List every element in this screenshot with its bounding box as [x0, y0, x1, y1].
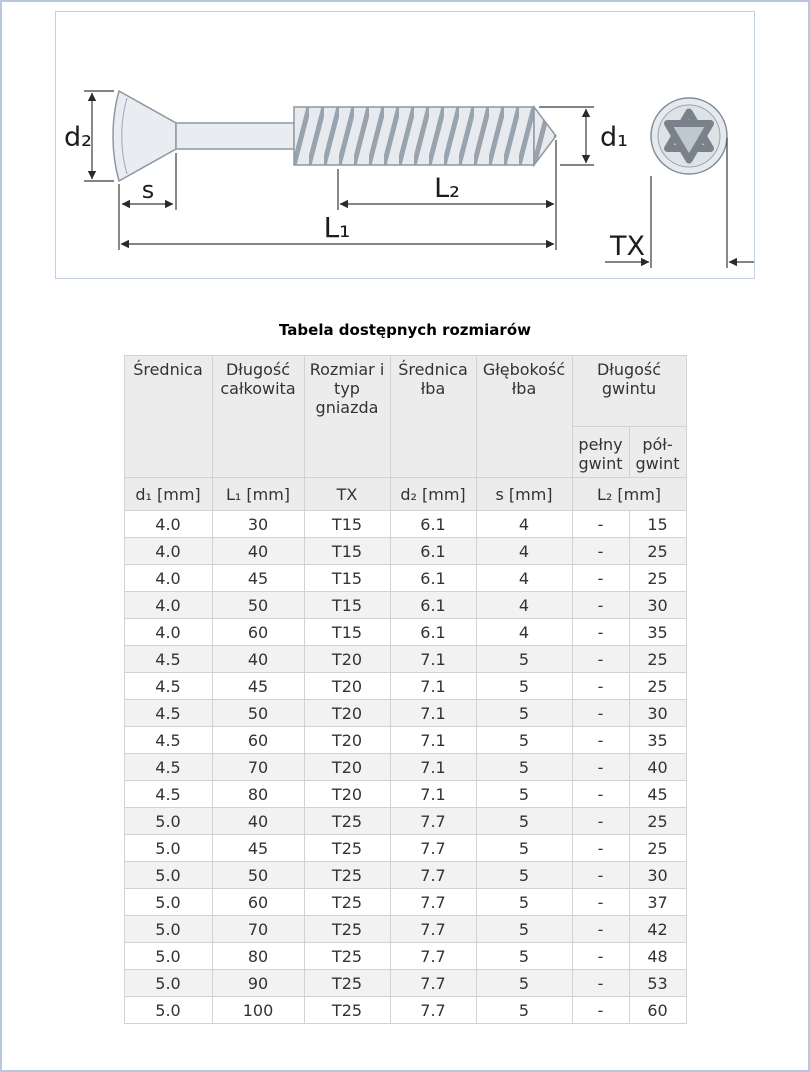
- table-cell: T25: [304, 970, 390, 997]
- table-cell: 7.7: [390, 997, 476, 1024]
- table-cell: 7.7: [390, 943, 476, 970]
- table-cell: 40: [212, 646, 304, 673]
- screw-shank: [176, 123, 294, 149]
- table-cell: T25: [304, 916, 390, 943]
- table-cell: 5: [476, 970, 572, 997]
- table-cell: 7.7: [390, 862, 476, 889]
- table-cell: 4: [476, 538, 572, 565]
- table-cell: -: [572, 592, 629, 619]
- table-cell: -: [572, 700, 629, 727]
- table-cell: -: [572, 754, 629, 781]
- screw-drawing: [56, 12, 754, 278]
- table-cell: -: [572, 997, 629, 1024]
- table-row: [124, 997, 686, 1024]
- table-cell: T15: [304, 565, 390, 592]
- screw-head: [113, 91, 176, 181]
- table-cell: T20: [304, 646, 390, 673]
- table-row: [124, 970, 686, 997]
- col-header-total-length: Długość całkowita: [212, 356, 304, 478]
- table-cell: 60: [629, 997, 686, 1024]
- table-cell: 70: [212, 916, 304, 943]
- table-cell: 25: [629, 673, 686, 700]
- screw-thread: [294, 107, 534, 165]
- table-cell: 7.7: [390, 970, 476, 997]
- table-cell: 5: [476, 943, 572, 970]
- table-cell: 4.0: [124, 511, 212, 538]
- table-cell: 50: [212, 700, 304, 727]
- table-cell: 7.7: [390, 889, 476, 916]
- table-cell: -: [572, 511, 629, 538]
- table-cell: 40: [629, 754, 686, 781]
- table-cell: 15: [629, 511, 686, 538]
- table-row: [124, 673, 686, 700]
- table-row: [124, 916, 686, 943]
- table-row: [124, 835, 686, 862]
- table-title: Tabela dostępnych rozmiarów: [278, 321, 531, 339]
- table-cell: 100: [212, 997, 304, 1024]
- unit-header-L1: L₁ [mm]: [212, 478, 304, 511]
- col-header-head-diameter: Średnica łba: [390, 356, 476, 478]
- table-cell: T15: [304, 511, 390, 538]
- table-cell: 35: [629, 619, 686, 646]
- dim-label-L2: L₂: [434, 173, 460, 204]
- table-cell: 4.5: [124, 727, 212, 754]
- table-cell: T20: [304, 781, 390, 808]
- table-cell: 45: [212, 835, 304, 862]
- table-cell: 5.0: [124, 808, 212, 835]
- table-cell: 30: [629, 862, 686, 889]
- col-header-drive: Rozmiar i typ gniazda: [304, 356, 390, 478]
- table-cell: 4.0: [124, 538, 212, 565]
- table-cell: 5.0: [124, 889, 212, 916]
- table-cell: T25: [304, 889, 390, 916]
- table-row: [124, 700, 686, 727]
- size-table: [124, 355, 687, 1024]
- table-cell: 7.1: [390, 700, 476, 727]
- unit-header-L2: L₂ [mm]: [572, 478, 686, 511]
- table-row: [124, 538, 686, 565]
- table-cell: 80: [212, 781, 304, 808]
- table-cell: T20: [304, 754, 390, 781]
- dim-label-d1: d₁: [600, 122, 628, 153]
- table-cell: 50: [212, 862, 304, 889]
- table-row: [124, 511, 686, 538]
- table-cell: -: [572, 808, 629, 835]
- table-cell: 5: [476, 646, 572, 673]
- unit-header-s: s [mm]: [476, 478, 572, 511]
- table-cell: 25: [629, 565, 686, 592]
- table-cell: T15: [304, 619, 390, 646]
- table-row: [124, 592, 686, 619]
- table-cell: 5.0: [124, 835, 212, 862]
- table-cell: 60: [212, 619, 304, 646]
- table-cell: T25: [304, 943, 390, 970]
- table-row: [124, 943, 686, 970]
- table-cell: -: [572, 727, 629, 754]
- size-table-body: [124, 511, 686, 1024]
- table-cell: 4.5: [124, 673, 212, 700]
- table-cell: 60: [212, 727, 304, 754]
- table-cell: 25: [629, 808, 686, 835]
- table-cell: 4.5: [124, 700, 212, 727]
- col-header-head-depth: Głębokość łba: [476, 356, 572, 478]
- dim-label-L1: L₁: [323, 211, 351, 244]
- col-header-partial-thread: pół-gwint: [629, 427, 686, 478]
- table-row: [124, 565, 686, 592]
- table-cell: 25: [629, 835, 686, 862]
- table-cell: 5: [476, 700, 572, 727]
- table-cell: 4: [476, 565, 572, 592]
- table-cell: 80: [212, 943, 304, 970]
- table-cell: 7.1: [390, 673, 476, 700]
- table-cell: 4.5: [124, 646, 212, 673]
- table-cell: 5.0: [124, 862, 212, 889]
- table-cell: 7.7: [390, 835, 476, 862]
- table-cell: 5: [476, 862, 572, 889]
- table-cell: -: [572, 835, 629, 862]
- table-cell: 45: [629, 781, 686, 808]
- table-cell: -: [572, 619, 629, 646]
- table-cell: T25: [304, 862, 390, 889]
- table-cell: T20: [304, 700, 390, 727]
- table-cell: 45: [212, 673, 304, 700]
- table-cell: 6.1: [390, 592, 476, 619]
- table-cell: 5: [476, 754, 572, 781]
- table-cell: 6.1: [390, 538, 476, 565]
- table-row: [124, 781, 686, 808]
- table-row: [124, 727, 686, 754]
- table-cell: -: [572, 565, 629, 592]
- table-cell: -: [572, 970, 629, 997]
- col-header-thread-length: Długość gwintu: [572, 356, 686, 427]
- table-cell: 6.1: [390, 565, 476, 592]
- table-cell: 30: [212, 511, 304, 538]
- dim-label-d2: d₂: [64, 122, 92, 153]
- table-cell: -: [572, 646, 629, 673]
- table-cell: 5: [476, 727, 572, 754]
- table-cell: 6.1: [390, 511, 476, 538]
- table-cell: 4.0: [124, 565, 212, 592]
- table-cell: 4: [476, 619, 572, 646]
- table-cell: 7.1: [390, 646, 476, 673]
- table-cell: 7.7: [390, 916, 476, 943]
- table-cell: 40: [212, 538, 304, 565]
- table-cell: -: [572, 916, 629, 943]
- table-cell: -: [572, 538, 629, 565]
- unit-header-d1: d₁ [mm]: [124, 478, 212, 511]
- table-cell: 5.0: [124, 997, 212, 1024]
- table-cell: 4.5: [124, 781, 212, 808]
- table-cell: 25: [629, 646, 686, 673]
- table-cell: 5: [476, 781, 572, 808]
- table-cell: -: [572, 862, 629, 889]
- table-cell: T25: [304, 835, 390, 862]
- table-cell: 5: [476, 808, 572, 835]
- table-cell: 5: [476, 916, 572, 943]
- table-cell: 7.1: [390, 727, 476, 754]
- table-cell: 45: [212, 565, 304, 592]
- table-cell: 6.1: [390, 619, 476, 646]
- table-cell: T15: [304, 538, 390, 565]
- table-cell: 50: [212, 592, 304, 619]
- table-row: [124, 619, 686, 646]
- table-row: [124, 646, 686, 673]
- col-header-diameter: Średnica: [124, 356, 212, 478]
- table-cell: 5: [476, 835, 572, 862]
- table-cell: -: [572, 781, 629, 808]
- table-cell: 4.0: [124, 592, 212, 619]
- table-cell: -: [572, 673, 629, 700]
- screw-side-view: [113, 91, 556, 181]
- table-cell: 25: [629, 538, 686, 565]
- screw-tip: [534, 107, 556, 165]
- col-header-full-thread: pełny gwint: [572, 427, 629, 478]
- table-cell: 35: [629, 727, 686, 754]
- table-row: [124, 862, 686, 889]
- table-cell: 53: [629, 970, 686, 997]
- torx-head-view: [651, 98, 727, 174]
- table-cell: 4.0: [124, 619, 212, 646]
- table-cell: T15: [304, 592, 390, 619]
- table-cell: 30: [629, 700, 686, 727]
- table-cell: 5: [476, 889, 572, 916]
- table-row: [124, 754, 686, 781]
- table-cell: 7.1: [390, 781, 476, 808]
- table-cell: 42: [629, 916, 686, 943]
- table-cell: 7.7: [390, 808, 476, 835]
- table-cell: T20: [304, 673, 390, 700]
- table-cell: 5: [476, 997, 572, 1024]
- screw-diagram: [55, 11, 755, 279]
- table-cell: 5.0: [124, 943, 212, 970]
- table-cell: T25: [304, 997, 390, 1024]
- table-cell: T25: [304, 808, 390, 835]
- table-cell: 60: [212, 889, 304, 916]
- dim-label-s: s: [141, 176, 155, 204]
- table-row: [124, 808, 686, 835]
- table-cell: 5.0: [124, 970, 212, 997]
- table-cell: 4: [476, 592, 572, 619]
- table-cell: 37: [629, 889, 686, 916]
- table-cell: -: [572, 889, 629, 916]
- table-cell: 30: [629, 592, 686, 619]
- unit-header-d2: d₂ [mm]: [390, 478, 476, 511]
- size-table-header: [124, 356, 686, 511]
- table-cell: 7.1: [390, 754, 476, 781]
- table-cell: 90: [212, 970, 304, 997]
- table-row: [124, 889, 686, 916]
- dim-label-tx: TX: [610, 231, 645, 262]
- table-cell: 4: [476, 511, 572, 538]
- table-cell: T20: [304, 727, 390, 754]
- table-cell: 48: [629, 943, 686, 970]
- unit-header-tx: TX: [304, 478, 390, 511]
- table-cell: 4.5: [124, 754, 212, 781]
- table-cell: 70: [212, 754, 304, 781]
- table-cell: 5.0: [124, 916, 212, 943]
- table-cell: -: [572, 943, 629, 970]
- table-cell: 40: [212, 808, 304, 835]
- table-cell: 5: [476, 673, 572, 700]
